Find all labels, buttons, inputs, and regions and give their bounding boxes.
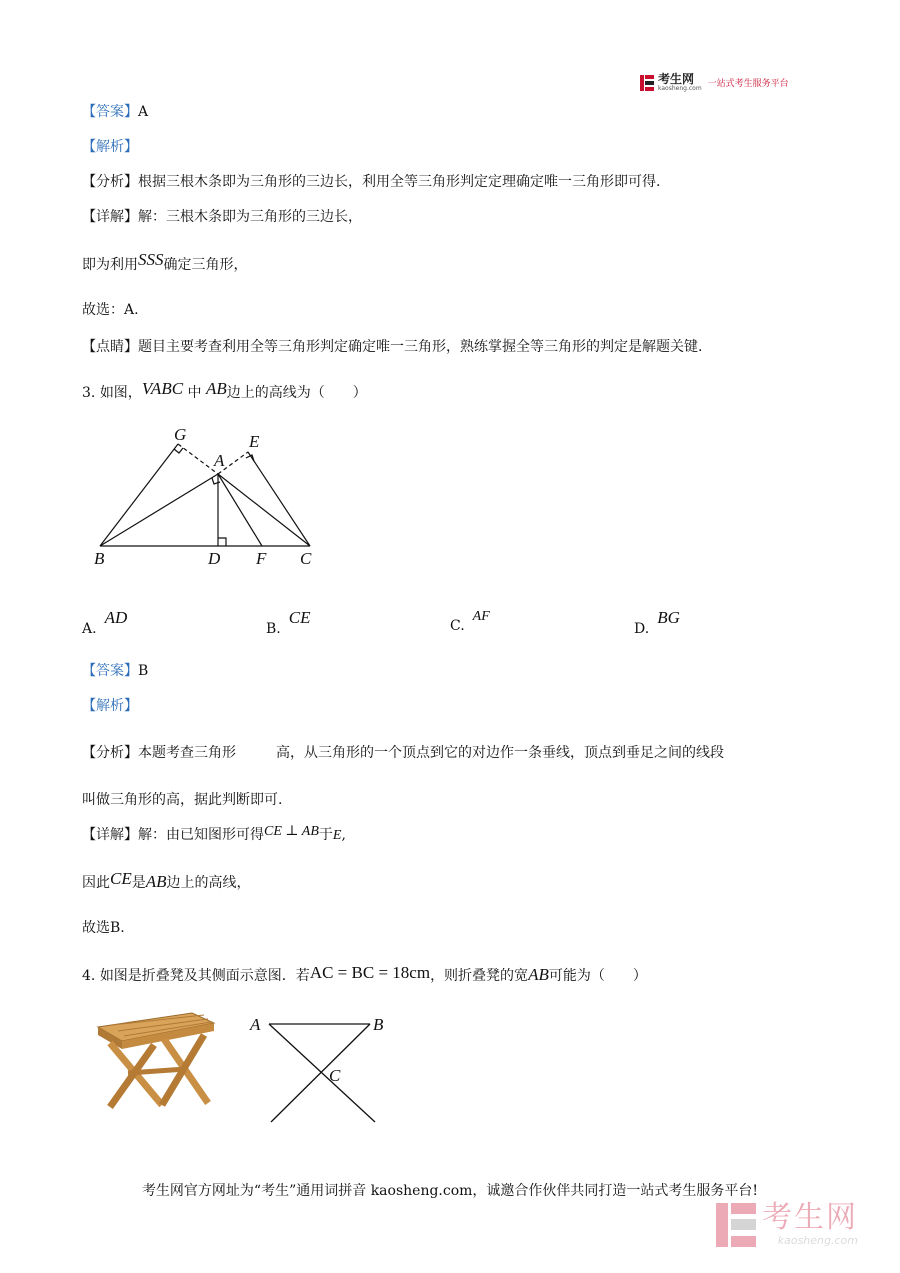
- math-triangle: VABC: [141, 379, 184, 398]
- option-letter: C.: [450, 618, 465, 634]
- segment-bg: [100, 444, 178, 546]
- label-e: E: [249, 432, 260, 451]
- text: 解：由已知图形可得: [138, 827, 264, 843]
- text: 本题考查三角形: [138, 745, 236, 761]
- q3-stem: [82, 379, 367, 403]
- folding-stool-image: [92, 1005, 220, 1115]
- text: 边上的高线为（ ）: [226, 385, 367, 401]
- option-letter: B.: [266, 621, 281, 637]
- option-letter: A.: [82, 621, 97, 637]
- text: 可能为（ ）: [548, 968, 647, 984]
- leg-a: [269, 1024, 375, 1122]
- option-d[interactable]: [634, 608, 680, 638]
- label-c: C: [329, 1066, 341, 1085]
- text: 故选: [82, 920, 110, 936]
- text: 因此: [82, 875, 110, 891]
- text: ，则折叠凳的宽: [430, 968, 529, 984]
- fenxi-tag: 【分析】: [82, 745, 138, 761]
- question-number: 4.: [82, 968, 96, 984]
- xiangjie-text: 解：三根木条即为三角形的三边长，: [138, 209, 362, 225]
- right-angle-g: [174, 448, 183, 453]
- q3-analysis-line: [82, 696, 138, 716]
- text: 边上的高线，: [166, 875, 251, 891]
- q3-fenxi-line-2: [82, 790, 282, 810]
- footer-text: 考生网官方网址为“考生”通用词拼音 kaosheng.com，诚邀合作伙伴共同打造一站式考生服务平台!: [141, 1183, 759, 1199]
- label-f: F: [256, 549, 267, 568]
- watermark-logo-icon: [716, 1203, 756, 1247]
- q2-xiangjie-line: [82, 207, 362, 227]
- text: 如图，: [99, 385, 142, 401]
- q2-fenxi-line: [82, 172, 660, 192]
- kaosheng-logo-icon: [640, 75, 654, 91]
- answer-tag: 【答案】: [82, 663, 138, 679]
- logo-slogan: 一站式考生服务平台: [707, 79, 789, 89]
- text: 故选：: [82, 302, 124, 318]
- analysis-tag: 【解析】: [82, 698, 138, 714]
- label-a: A: [250, 1015, 261, 1034]
- q2-dianjing-line: [82, 337, 702, 357]
- text: 高，从三角形的一个顶点到它的对边作一条垂线，顶点到垂足之间的线段: [276, 745, 724, 761]
- dashed-ga: [178, 444, 218, 474]
- text: 叫做三角形的高，据此判断即可.: [82, 792, 283, 808]
- math-e: E: [332, 828, 342, 843]
- watermark: [716, 1202, 858, 1247]
- analysis-tag: 【解析】: [82, 139, 138, 155]
- text: 中: [187, 385, 202, 401]
- right-angle-a: [212, 478, 220, 484]
- logo-domain: kaosheng.com: [658, 85, 702, 92]
- question-number: 3.: [82, 385, 96, 401]
- dianjing-text: 题目主要考查利用全等三角形判定确定唯一三角形，熟练掌握全等三角形的判定是解题关键.: [138, 339, 703, 355]
- answer-value: B: [138, 663, 149, 679]
- math-ac-bc: AC = BC = 18cm: [309, 963, 431, 982]
- choose-value: A.: [124, 302, 139, 318]
- option-c[interactable]: [450, 609, 490, 635]
- answer-tag: 【答案】: [82, 104, 138, 120]
- fenxi-text: 根据三根木条即为三角形的三边长，利用全等三角形判定定理确定唯一三角形即可得.: [138, 174, 661, 190]
- math-ab: AB: [528, 965, 549, 984]
- math-ab: AB: [145, 872, 167, 891]
- q2-sss-line: [82, 250, 248, 275]
- watermark-domain: kaosheng.com: [777, 1234, 858, 1247]
- q4-schematic-figure: [245, 1008, 395, 1128]
- option-b[interactable]: [266, 608, 311, 638]
- q4-stem: [82, 965, 647, 986]
- header-logo[interactable]: [640, 73, 789, 92]
- q2-analysis-line: [82, 137, 138, 157]
- q3-choose-line: [82, 918, 125, 938]
- math-ab: AB: [205, 379, 227, 398]
- text: 于: [318, 827, 333, 843]
- q2-answer-line: [82, 102, 148, 122]
- answer-value: A: [138, 104, 149, 120]
- text: ,: [341, 827, 346, 843]
- option-letter: D.: [634, 621, 650, 637]
- right-angle-d: [218, 538, 226, 546]
- choose-value: B.: [110, 920, 125, 936]
- segment-ce: [248, 452, 310, 546]
- text: 确定三角形，: [163, 257, 248, 273]
- segment-af: [218, 474, 262, 546]
- q2-choose-line: [82, 300, 139, 320]
- q3-xiangjie-line: [82, 825, 346, 846]
- xiangjie-tag: 【详解】: [82, 827, 138, 843]
- watermark-name: 考生网: [762, 1200, 858, 1235]
- label-d: D: [208, 549, 221, 568]
- q3-fenxi-line: [82, 743, 724, 763]
- logo-name: 考生网: [658, 72, 695, 86]
- option-value: BG: [657, 608, 680, 627]
- option-value: CE: [288, 608, 311, 627]
- text: 是: [131, 875, 146, 891]
- option-a[interactable]: [82, 608, 128, 638]
- xiangjie-tag: 【详解】: [82, 209, 138, 225]
- math-ce-perp-ab: CE ⊥ AB: [264, 824, 319, 839]
- dianjing-tag: 【点睛】: [82, 339, 138, 355]
- label-a: A: [214, 451, 225, 470]
- segment-ac: [218, 474, 310, 546]
- label-g: G: [174, 425, 187, 444]
- math-sss: SSS: [138, 250, 164, 269]
- segment-ba: [100, 474, 218, 546]
- option-value: AD: [104, 608, 128, 627]
- math-ce: CE: [110, 869, 132, 888]
- fenxi-tag: 【分析】: [82, 174, 138, 190]
- q3-triangle-figure: [90, 420, 330, 570]
- option-value: AF: [472, 609, 490, 624]
- label-b: B: [373, 1015, 384, 1034]
- label-c: C: [300, 549, 312, 568]
- q3-answer-line: [82, 661, 148, 681]
- text: 即为利用: [82, 257, 138, 273]
- q3-conclusion-line: [82, 869, 251, 893]
- label-b: B: [94, 549, 105, 568]
- text: 如图是折叠凳及其侧面示意图．若: [99, 968, 310, 984]
